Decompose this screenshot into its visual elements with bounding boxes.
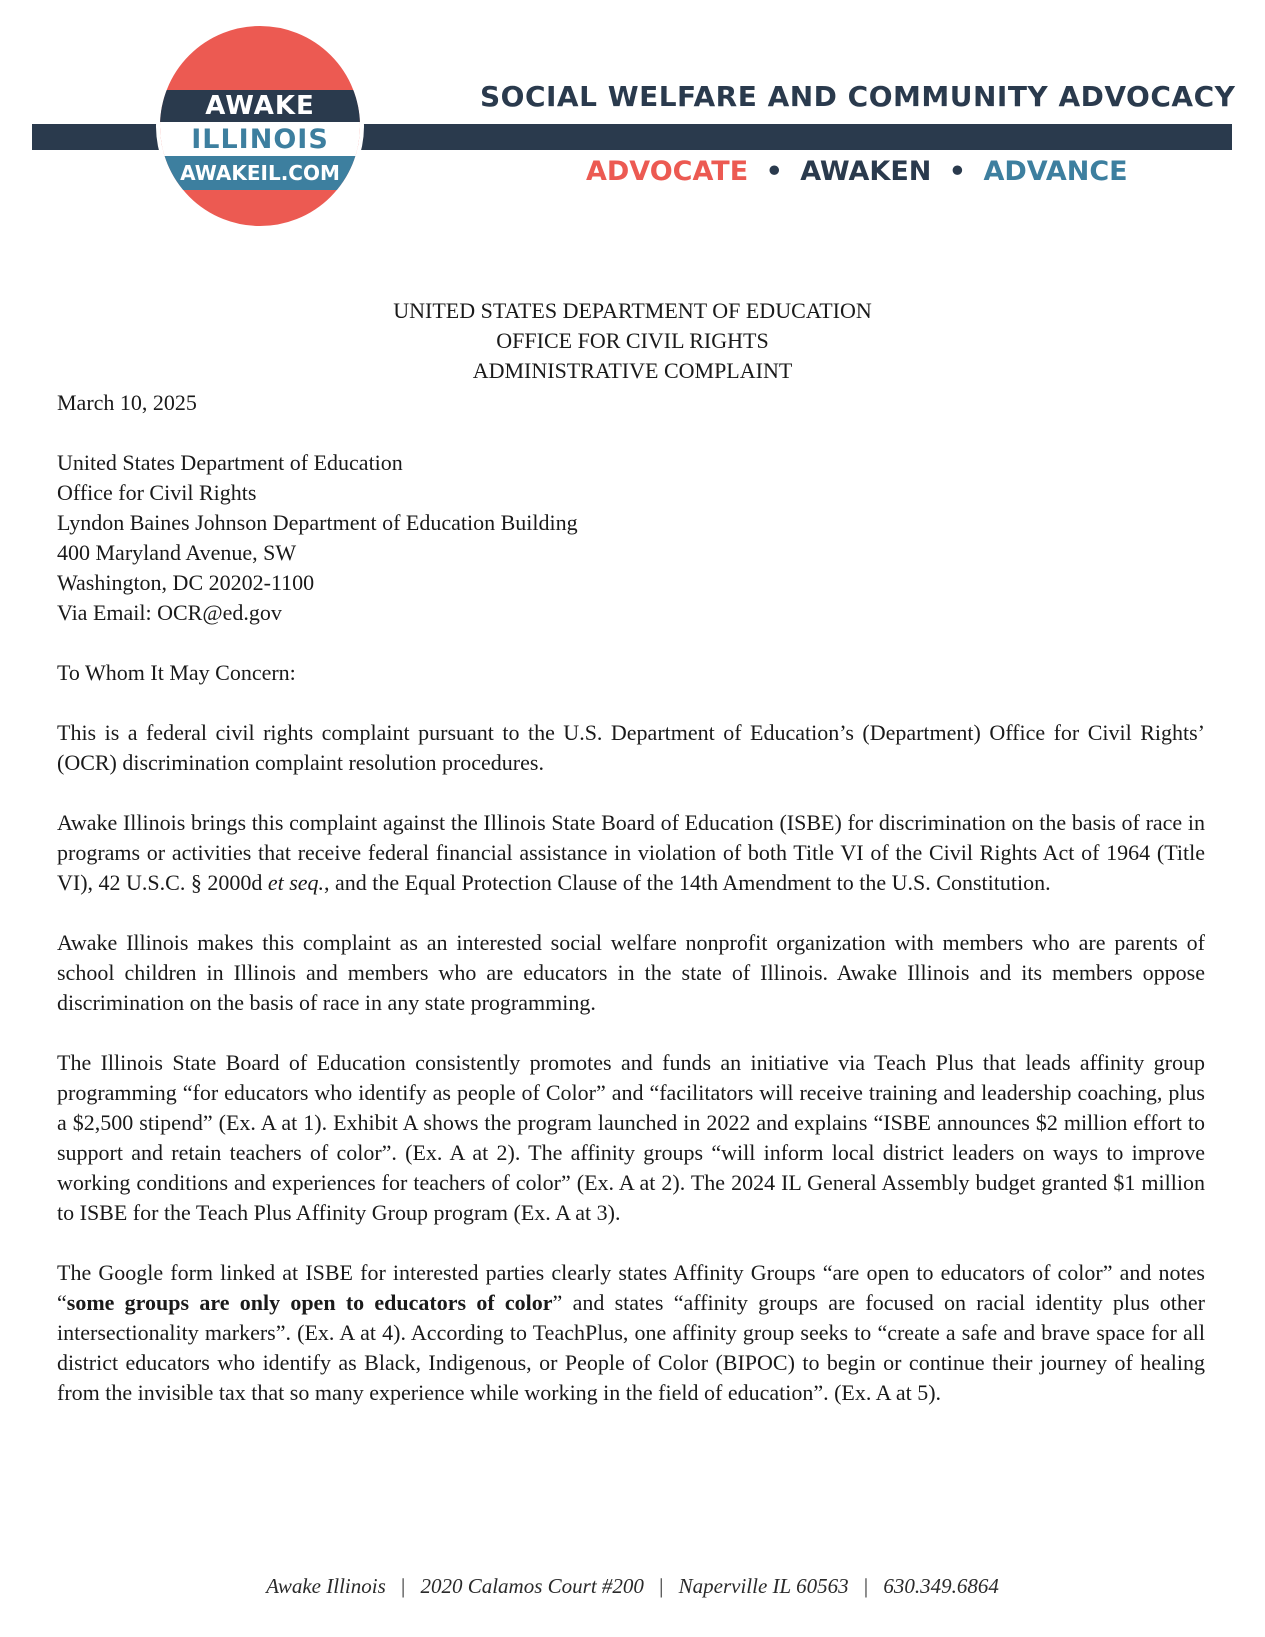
footer-phone: 630.349.6864 [883,1574,999,1598]
address-line: United States Department of Education [57,450,403,475]
address-line: 400 Maryland Avenue, SW [57,540,297,565]
footer-street: 2020 Calamos Court #200 [420,1574,644,1598]
paragraph-intro: This is a federal civil rights complaint pursuant to the U.S. Department of Education’s (Department) Office for Civil Rights’ (OCR) discrimination complaint resolution procedures. [57,720,1205,775]
salutation: To Whom It May Concern: [57,660,296,685]
paragraph-google-form [57,1258,1205,1408]
tagline-advance: ADVANCE [983,156,1128,187]
paragraph-text: ” and states “affinity groups are focused on racial identity plus other intersectionality markers”. (Ex. A at 4). According to TeachPlus, one affinity group seeks to “create a safe and brave space for all district educators who identify as Black, Indigenous, or People of Color (BIPOC) to begin or continue their journey of healing from the invisible tax that so many experience while working in the field of education”. (Ex. A at 5). [57,1290,1206,1405]
tagline-separator: • [765,156,783,187]
logo-line-awake: AWAKE [160,90,360,122]
recipient-address [57,448,1205,628]
letter-footer [0,1574,1265,1599]
heading-line-office: OFFICE FOR CIVIL RIGHTS [496,328,769,353]
heading-line-department: UNITED STATES DEPARTMENT OF EDUCATION [393,298,872,323]
paragraph-bold-text: some groups are only open to educators of color [66,1290,553,1315]
paragraph-text: The Google form linked at ISBE for interested parties clearly states Affinity Groups “are open to educators of color” and notes “ [57,1260,1205,1315]
paragraph-text: , and the Equal Protection Clause of the 14th Amendment to the U.S. Constitution. [324,870,1051,895]
footer-separator: | [401,1574,406,1598]
heading-line-complaint: ADMINISTRATIVE COMPLAINT [472,358,793,383]
footer-separator: | [659,1574,664,1598]
letterhead-tagline [586,156,1128,187]
logo-line-illinois: ILLINOIS [160,122,360,156]
tagline-advocate: ADVOCATE [586,156,749,187]
footer-separator: | [863,1574,869,1598]
letterhead-title: SOCIAL WELFARE AND COMMUNITY ADVOCACY [480,80,1236,113]
address-line-email: Via Email: OCR@ed.gov [57,600,282,625]
paragraph-teach-plus: The Illinois State Board of Education consistently promotes and funds an initiative via Teach Plus that leads affinity group programming “for educators who identify as people of Color” and “facilitators will receive training and leadership coaching, plus a $2,500 stipend” (Ex. A at 1). Exhibit A shows the program launched in 2022 and explains “ISBE announces $2 million effort to support and retain teachers of color”. (Ex. A at 2). The affinity groups “will inform local district leaders on ways to improve working conditions and experiences for teachers of color” (Ex. A at 2). The 2024 IL General Assembly budget granted $1 million to ISBE for the Teach Plus Affinity Group program (Ex. A at 3). [57,1050,1205,1225]
footer-city: Naperville IL 60563 [678,1574,849,1598]
logo-line-url: AWAKEIL.COM [160,156,360,190]
letter-body [57,388,1205,1408]
footer-org: Awake Illinois [266,1574,386,1598]
address-line: Office for Civil Rights [57,480,257,505]
address-line: Washington, DC 20202-1100 [57,570,315,595]
address-line: Lyndon Baines Johnson Department of Education Building [57,510,578,535]
paragraph-standing: Awake Illinois makes this complaint as an interested social welfare nonprofit organization with members who are parents of school children in Illinois and members who are educators in the state of Illinois. Awake Illinois and its members oppose discrimination on the basis of race in any state programming. [57,930,1205,1015]
awake-illinois-logo [156,22,364,230]
document-heading [0,296,1265,386]
tagline-awaken: AWAKEN [800,156,932,187]
paragraph-complaint-basis [57,808,1205,898]
paragraph-text: Awake Illinois brings this complaint against the Illinois State Board of Education (ISBE) for discrimination on the basis of race in programs or activities that receive federal financial assistance in violation of both Title VI of the Civil Rights Act of 1964 (Title VI), 42 U.S.C. § 2000d [57,810,1205,895]
tagline-separator: • [948,156,967,187]
paragraph-italic-text: et seq. [267,870,325,895]
letter-date: March 10, 2025 [57,390,197,415]
